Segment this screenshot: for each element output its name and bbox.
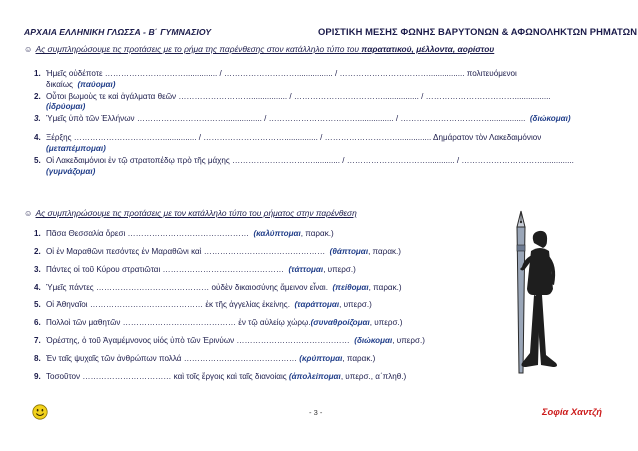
smile-icon: ☺ [24, 208, 33, 218]
s2-item-hint: (κρύπτομαι [299, 354, 343, 363]
pen-icon [517, 211, 525, 373]
author-name: Σοφία Χαντζή [542, 406, 602, 417]
s2-item-text: Πολλοὶ τῶν μαθητῶν …………………………………… ἐν τῷ αὐλείῳ χώρῳ. [46, 318, 311, 327]
s2-item-text: Τοσοῦτον …………………………… καὶ τοῖς ἔργοις καὶ ταῖς διανοίαις [46, 372, 287, 381]
header-left-title: ΑΡΧΑΙΑ ΕΛΛΗΝΙΚΗ ΓΛΩΣΣΑ - Β΄ ΓΥΜΝΑΣΙΟΥ [24, 27, 212, 37]
s2-item-hint: (ταράττομαι [294, 300, 340, 309]
s2-item-text: Ἐν ταῖς ψυχαῖς τῶν ἀνθρώπων πολλά …………………………………… [46, 354, 298, 363]
smiley-face-icon [32, 404, 48, 420]
smile-icon: ☺ [24, 44, 33, 54]
s2-item-7 [34, 336, 425, 346]
s2-item-text: Οἱ ἐν Μαραθῶνι πεσόντες ἐν Μαραθῶνι καὶ ……………………………………… [46, 247, 326, 256]
s2-item-text: Ὑμεῖς πάντες …………………………………… οὐδὲν δικαιοσύνης ἄμεινον εἶναι. [46, 283, 328, 292]
s1-item-number: 1. [34, 69, 41, 78]
s1-item-text: Ὑμεῖς ὑπὸ τῶν Ἑλλήνων ……………………………................ / ……………………………................ / ……………………………................ [46, 114, 526, 123]
s2-item-number: 6. [34, 318, 41, 327]
s2-item-9 [34, 372, 406, 382]
s2-item-hint: (ἀπολείπομαι [288, 372, 341, 381]
s2-item-hint: (τάττομαι [288, 265, 324, 274]
s1-item-5-hint [46, 167, 95, 177]
s2-item-2 [34, 247, 401, 257]
header-right-title: ΟΡΙΣΤΙΚΗ ΜΕΣΗΣ ΦΩΝΗΣ ΒΑΡΥΤΟΝΩΝ & ΑΦΩΝΟΛΗΚΤΩΝ ΡΗΜΑΤΩΝ [318, 26, 638, 37]
s2-item-number: 4. [34, 283, 41, 292]
s1-item-cont-text: δικαίως [46, 80, 73, 89]
section2-instruction-text: Ας συμπληρώσουμε τις προτάσεις με τον κατάλληλο τύπο του ρήματος στην παρένθεση [35, 208, 357, 218]
s1-item-text: Ξέρξης ……………………………............... / …………………………............... / ………………………............... Δημάρατον τὸν Λακεδαιμόνιον [46, 133, 542, 142]
page-number: - 3 - [309, 408, 323, 417]
s2-item-hint: (θάπτομαι [329, 247, 369, 256]
s2-item-tense: , υπερσ.) [323, 265, 356, 274]
s2-item-tense: , παρακ.) [300, 229, 334, 238]
s1-item-text: Οὗτοι βωμοὺς τε καὶ ἀγάλματα θεῶν ………………………................ / ……………………………................ / ……………………………................ [46, 92, 551, 101]
s2-item-5 [34, 300, 372, 310]
s1-item-text: Ἡμεῖς οὐδέποτε ………………………….............. / ………………………................ / ……………………………................ πολιτευόμενοι [46, 69, 517, 78]
s1-item-number: 3. [34, 114, 41, 123]
s2-item-4 [34, 283, 402, 293]
s1-item-5 [34, 156, 574, 166]
section2-instruction [24, 208, 357, 218]
s2-item-number: 8. [34, 354, 41, 363]
s2-item-hint: (καλύπτομαι [253, 229, 301, 238]
person-silhouette-icon [520, 231, 557, 367]
s1-item-hint: (διώκομαι) [529, 114, 571, 123]
s2-item-text: Οἱ Ἀθηναῖοι …………………………………… ἐκ τῆς ἀγγελίας ἐκείνης. [46, 300, 290, 309]
s2-item-number: 1. [34, 229, 41, 238]
s2-item-number: 2. [34, 247, 41, 256]
s2-item-text: Πάντες οἱ τοῦ Κύρου στρατιῶται ……………………………………… [46, 265, 284, 274]
s2-item-8 [34, 354, 375, 364]
s2-item-number: 7. [34, 336, 41, 345]
s2-item-number: 3. [34, 265, 41, 274]
s2-item-number: 9. [34, 372, 41, 381]
section1-instruction-emphasis: παρατατικού, μέλλοντα, αορίστου [361, 44, 495, 54]
s2-item-hint: (διώκομαι [354, 336, 393, 345]
s2-item-1 [34, 229, 334, 239]
s2-item-tense: , υπερσ.) [392, 336, 425, 345]
s2-item-hint: (πείθομαι [332, 283, 369, 292]
s1-item-hint: (γυμνάζομαι) [46, 167, 96, 176]
s2-item-text: Ὀρέστης, ὁ τοῦ Ἀγαμέμνονος υἱός ὑπὸ τῶν Ἐρινύων …………………………………… [46, 336, 350, 345]
s1-item-2-hint [46, 102, 85, 112]
s2-item-tense: , υπερσ.) [369, 318, 403, 327]
s1-item-text: Οἱ Λακεδαιμόνιοι ἐν τῷ στρατοπέδῳ πρὸ τῆς μάχης …………………………............ / …………………………............ / ………………………….............. [46, 156, 574, 165]
section1-instruction [24, 44, 494, 54]
s2-item-number: 5. [34, 300, 41, 309]
s1-item-number: 5. [34, 156, 41, 165]
figure-with-pen-illustration [490, 205, 570, 380]
s1-item-1-cont [46, 80, 116, 90]
s2-item-tense: , παρακ.) [342, 354, 376, 363]
s1-item-4 [34, 133, 541, 143]
s1-item-3 [34, 114, 571, 124]
s1-item-hint: (μεταπέμπομαι) [46, 144, 106, 153]
section1-instruction-text: Ας συμπληρώσουμε τις προτάσεις με το ρήμα της παρένθεσης στον κατάλληλο τύπο του [35, 44, 362, 54]
s2-item-text: Πᾶσα Θεσσαλία ὄρεσι ……………………………………… [46, 229, 249, 238]
s1-item-hint: (παύομαι) [77, 80, 116, 89]
s2-item-tense: , υπερσ., α΄πληθ.) [340, 372, 407, 381]
s1-item-number: 2. [34, 92, 41, 101]
s2-item-tense: , παρακ.) [368, 247, 401, 256]
s2-item-3 [34, 265, 356, 275]
s2-item-hint: (συναθροίζομαι [310, 318, 370, 327]
s1-item-4-hint [46, 144, 106, 154]
s1-item-number: 4. [34, 133, 41, 142]
s2-item-tense: , υπερσ.) [339, 300, 372, 309]
s1-item-1 [34, 69, 517, 79]
s2-item-tense: , παρακ.) [368, 283, 402, 292]
s1-item-2 [34, 92, 551, 102]
s2-item-6 [34, 318, 402, 328]
s1-item-hint: (ἱδρύομαι) [46, 102, 86, 111]
